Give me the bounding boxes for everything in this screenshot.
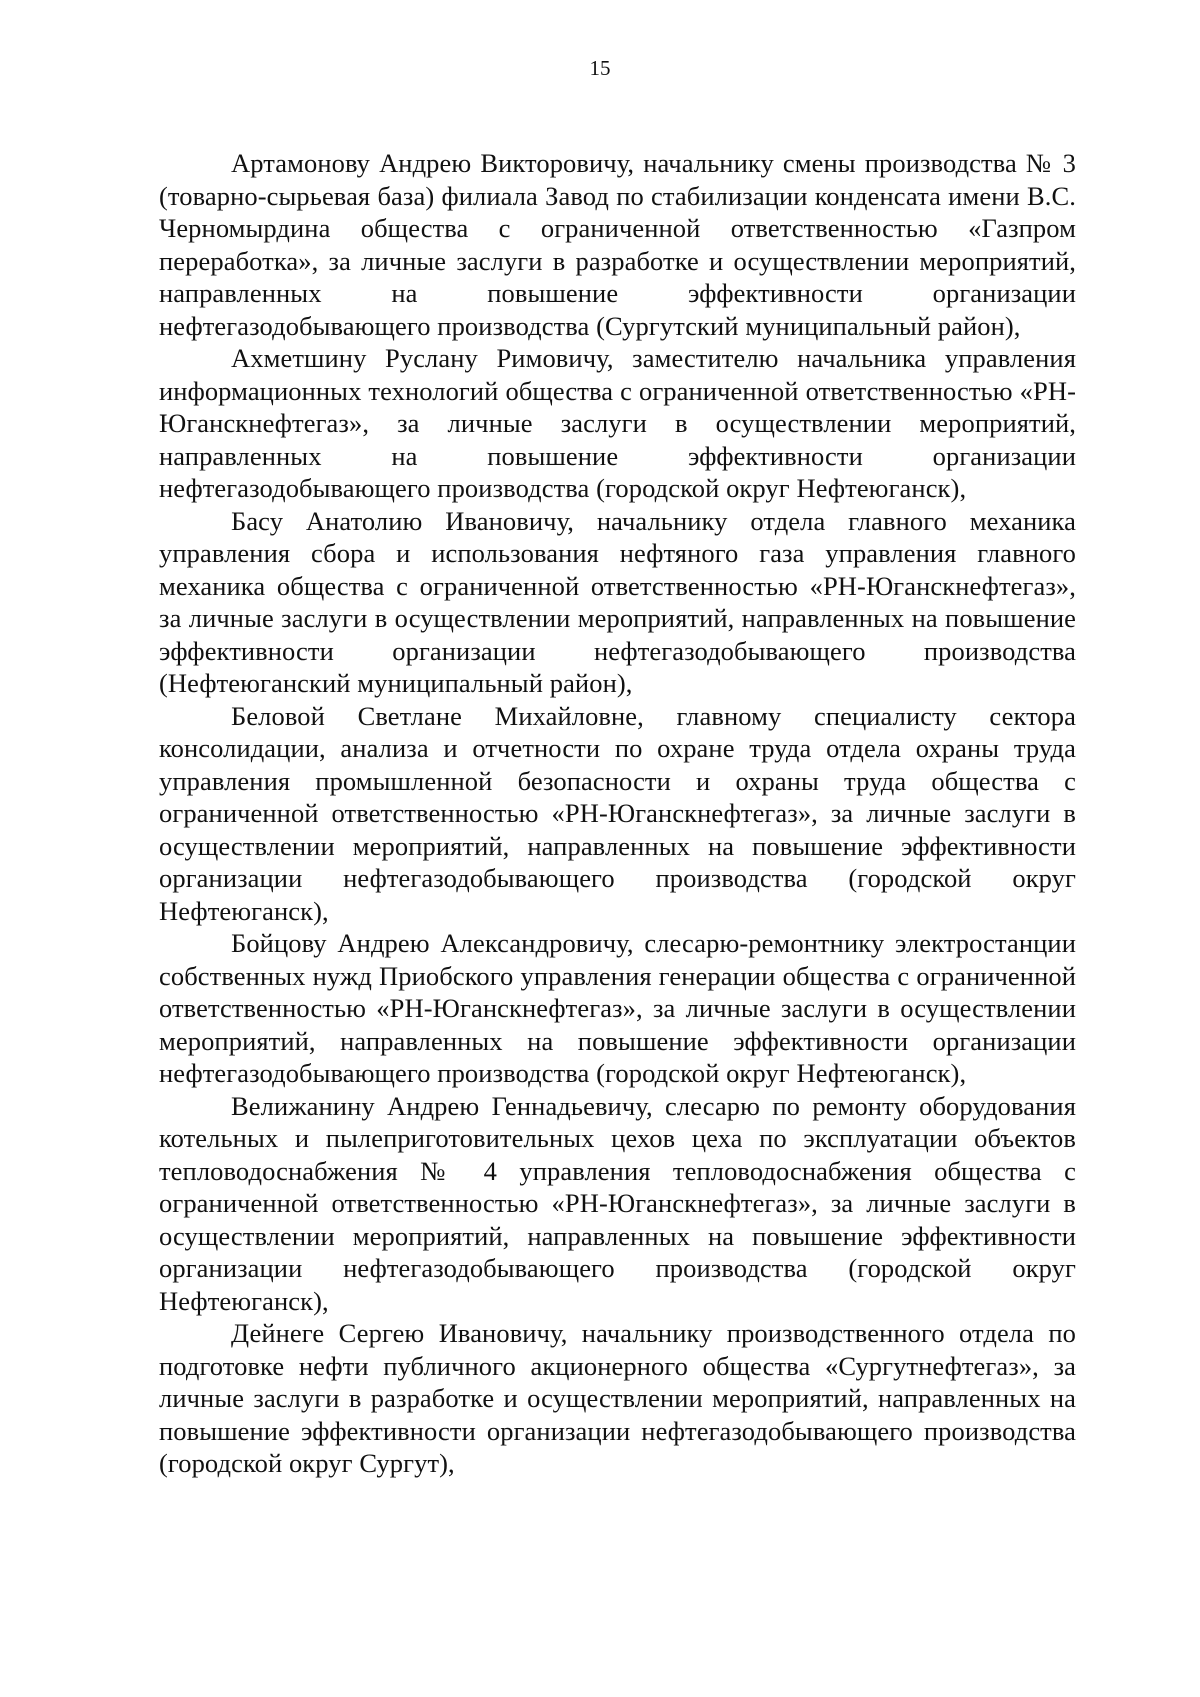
page-number: 15 <box>589 56 611 80</box>
award-paragraph-deynega: Дейнеге Сергею Ивановичу, начальнику производственного отдела по подготовке нефти публичного акционерного общества «Сургутнефтегаз», за личные заслуги в разработке и осуществлении мероприятий, направленных на повышение эффективности организации нефтегазодобывающего производства (городской округ Сургут), <box>159 1318 1076 1478</box>
award-paragraph-belova: Беловой Светлане Михайловне, главному специалисту сектора консолидации, анализа и отчетности по охране труда отдела охраны труда управления промышленной безопасности и охраны труда общества с ограниченной ответственностью «РН-Юганскнефтегаз», за личные заслуги в осуществлении мероприятий, направленных на повышение эффективности организации нефтегазодобывающего производства (городской округ Нефтеюганск), <box>159 700 1076 926</box>
award-paragraph-boytsov: Бойцову Андрею Александровичу, слесарю-ремонтнику электростанции собственных нужд Приобского управления генерации общества с ограниченной ответственностью «РН-Юганскнефтегаз», за личные заслуги в осуществлении мероприятий, направленных на повышение эффективности организации нефтегазодобывающего производства (городской округ Нефтеюганск), <box>159 928 1076 1088</box>
award-paragraph-akhmetshin: Ахметшину Руслану Римовичу, заместителю начальника управления информационных технологий общества с ограниченной ответственностью «РН-Юганскнефтегаз», за личные заслуги в осуществлении мероприятий, направленных на повышение эффективности организации нефтегазодобывающего производства (городской округ Нефтеюганск), <box>159 343 1076 503</box>
document-body <box>159 147 1076 1480</box>
award-paragraph-artamonov: Артамонову Андрею Викторовичу, начальнику смены производства № 3 (товарно-сырьевая база) филиала Завод по стабилизации конденсата имени В.С. Черномырдина общества с ограниченной ответственностью «Газпром переработка», за личные заслуги в разработке и осуществлении мероприятий, направленных на повышение эффективности организации нефтегазодобывающего производства (Сургутский муниципальный район), <box>159 148 1076 341</box>
award-paragraph-bas: Басу Анатолию Ивановичу, начальнику отдела главного механика управления сбора и использования нефтяного газа управления главного механика общества с ограниченной ответственностью «РН-Юганскнефтегаз», за личные заслуги в осуществлении мероприятий, направленных на повышение эффективности организации нефтегазодобывающего производства (Нефтеюганский муниципальный район), <box>159 505 1076 698</box>
award-paragraph-velizhanin: Велижанину Андрею Геннадьевичу, слесарю по ремонту оборудования котельных и пылеприготовительных цехов цеха по эксплуатации объектов тепловодоснабжения № 4 управления тепловодоснабжения общества с ограниченной ответственностью «РН-Юганскнефтегаз», за личные заслуги в осуществлении мероприятий, направленных на повышение эффективности организации нефтегазодобывающего производства (городской округ Нефтеюганск), <box>159 1090 1076 1316</box>
